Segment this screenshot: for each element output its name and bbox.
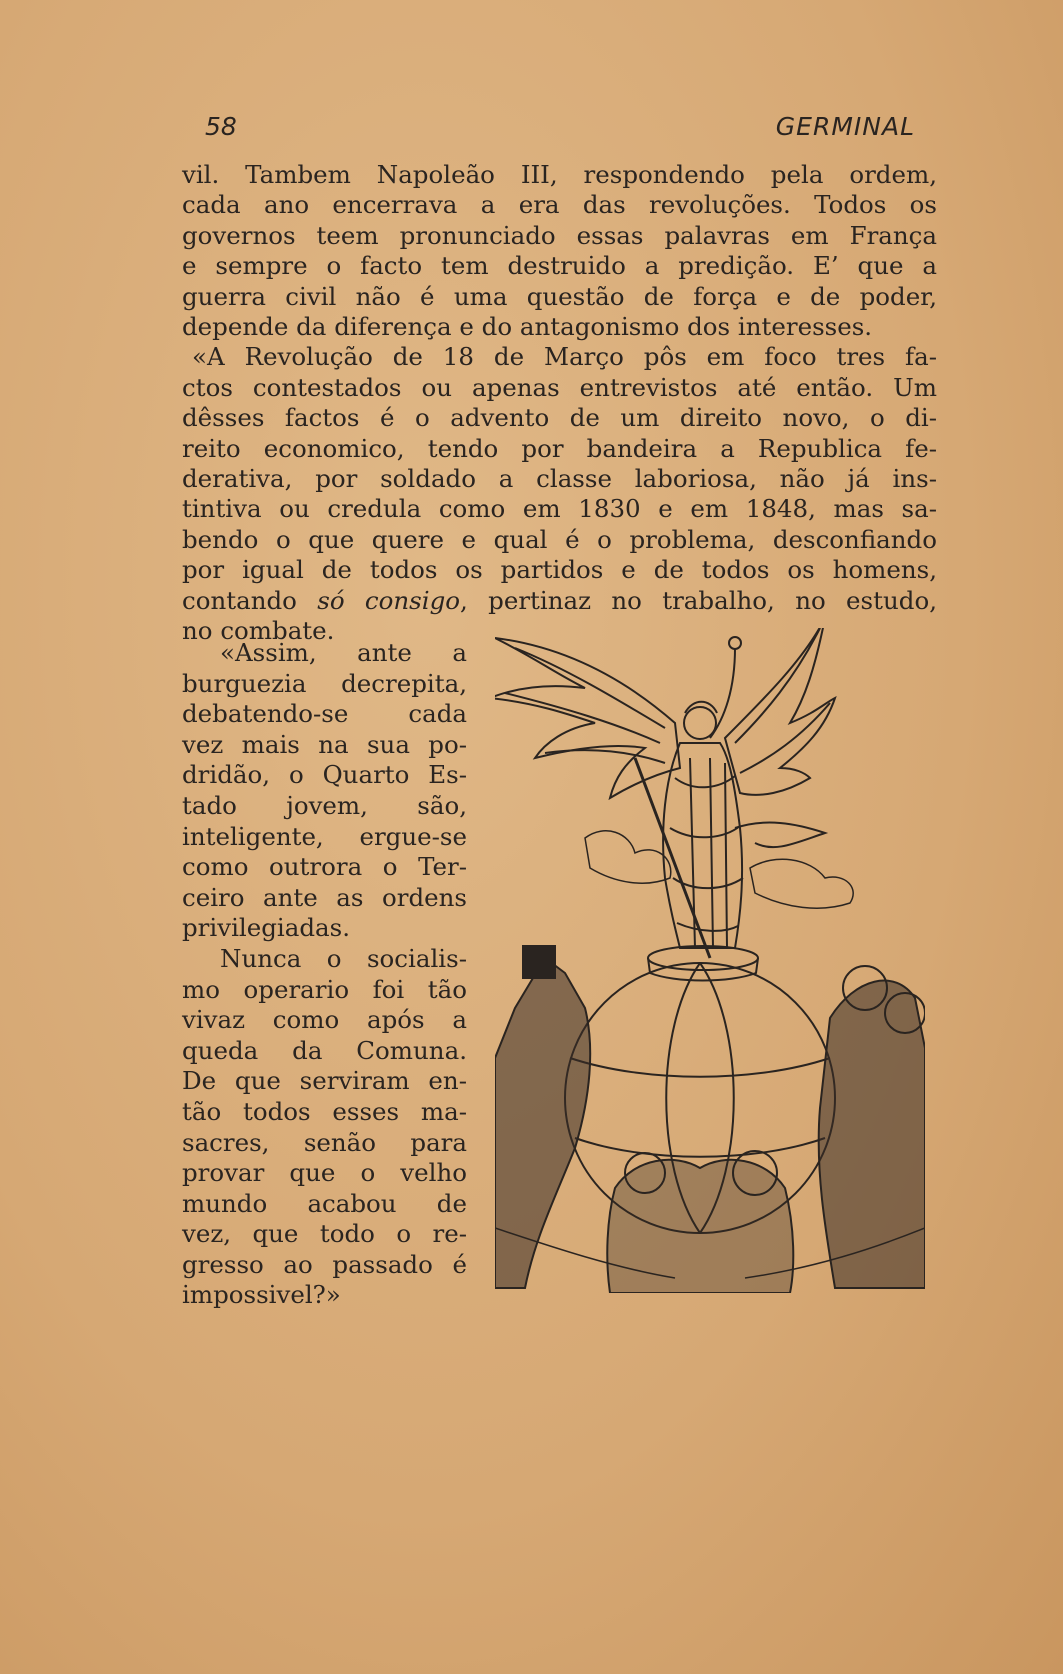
text-line: mo operario foi tão xyxy=(182,974,467,1004)
left-wing xyxy=(495,638,680,798)
text-line: vivaz como após a xyxy=(182,1005,467,1035)
text-line-emphasis xyxy=(182,586,937,616)
text-line: «Assim, ante a xyxy=(220,638,467,667)
text-line: governos teem pronunciado essas palavras em França xyxy=(182,220,937,250)
page-header xyxy=(205,112,915,152)
text-line: no combate. xyxy=(182,616,335,646)
figure-head xyxy=(684,707,716,739)
text-line: mundo acabou de xyxy=(182,1188,467,1218)
text-fragment: contando xyxy=(182,585,297,615)
text-line: guerra civil não é uma questão de força e de poder, xyxy=(182,281,937,311)
text-line: gresso ao passado é xyxy=(182,1249,467,1279)
italic-emphasis: só consigo xyxy=(317,585,461,615)
text-line: dridão, o Quarto Es- xyxy=(182,760,467,790)
text-line: cada ano encerrava a era das revoluções. Todos os xyxy=(182,190,937,220)
text-line: «A Revolução de 18 de Março pôs em foco tres fa- xyxy=(192,342,937,372)
text-line: derativa, por soldado a classe laboriosa, não já ins- xyxy=(182,464,937,494)
text-line: vil. Tambem Napoleão III, respondendo pela ordem, xyxy=(182,160,937,189)
text-line: dêsses factos é o advento de um direito novo, o di- xyxy=(182,403,937,433)
text-line: vez mais na sua po- xyxy=(182,729,467,759)
figure-body xyxy=(663,743,742,948)
crowd-left xyxy=(495,958,590,1288)
crowd-right xyxy=(819,981,925,1288)
paragraph-3 xyxy=(182,638,467,944)
text-line: bendo o que quere e qual é o problema, desconfiando xyxy=(182,524,937,554)
text-line: inteligente, ergue-se xyxy=(182,821,467,851)
full-width-text xyxy=(182,160,937,647)
ribbon xyxy=(735,823,825,848)
allegorical-illustration xyxy=(495,628,925,1293)
paragraph-2 xyxy=(182,342,937,646)
text-line: privilegiadas. xyxy=(182,913,351,943)
text-line: De que serviram en- xyxy=(182,1066,467,1096)
text-line: reito economico, tendo por bandeira a Republica fe- xyxy=(182,433,937,463)
text-line: como outrora o Ter- xyxy=(182,852,467,882)
text-line: por igual de todos os partidos e de todos os homens, xyxy=(182,555,937,585)
text-line: ctos contestados ou apenas entrevistos até então. Um xyxy=(182,372,937,402)
text-line: tão todos esses ma- xyxy=(182,1096,467,1126)
column-text xyxy=(182,638,467,1311)
running-head: GERMINAL xyxy=(775,112,915,141)
right-wing xyxy=(725,628,835,795)
text-line: tintiva ou credula como em 1830 e em 1848, mas sa- xyxy=(182,494,937,524)
text-line: vez, que todo o re- xyxy=(182,1219,467,1249)
text-line: impossivel?» xyxy=(182,1280,341,1310)
text-line: depende da diferença e do antagonismo dos interesses. xyxy=(182,312,873,342)
page-number: 58 xyxy=(205,112,237,141)
text-line: provar que o velho xyxy=(182,1158,467,1188)
text-line: tado jovem, são, xyxy=(182,790,467,820)
text-fragment: , pertinaz no trabalho, no estudo, xyxy=(460,585,937,615)
text-line: burguezia decrepita, xyxy=(182,668,467,698)
raised-arm xyxy=(710,648,735,738)
crowd-center xyxy=(607,1160,793,1293)
paragraph-4 xyxy=(182,944,467,1311)
paragraph-1 xyxy=(182,160,937,342)
text-line: ceiro ante as ordens xyxy=(182,882,467,912)
text-line: debatendo-se cada xyxy=(182,699,467,729)
text-line: Nunca o socialis- xyxy=(220,943,467,973)
text-line: queda da Comuna. xyxy=(182,1035,467,1065)
text-line: sacres, senão para xyxy=(182,1127,467,1157)
text-line: e sempre o facto tem destruido a predição. E’ que a xyxy=(182,251,937,281)
